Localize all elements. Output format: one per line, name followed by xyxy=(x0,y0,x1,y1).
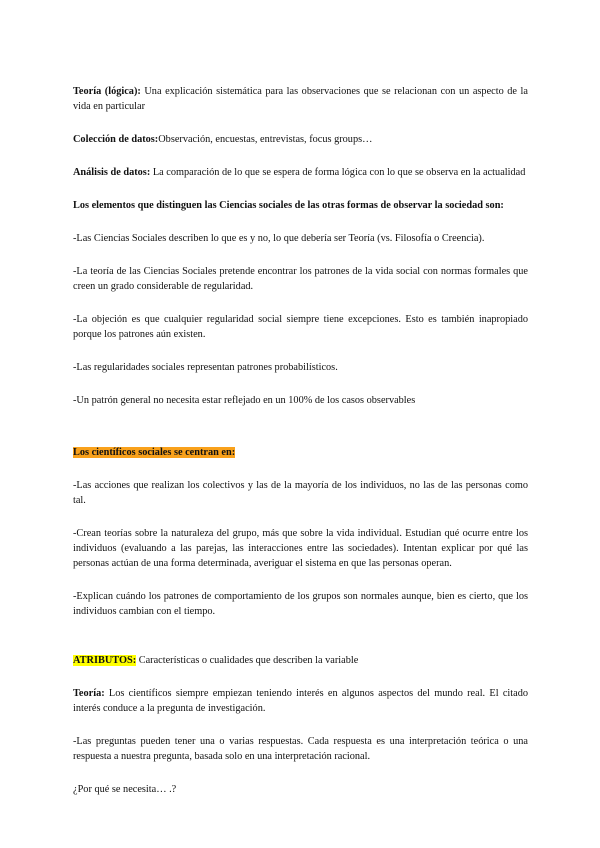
definition-term: Colección de datos: xyxy=(73,134,159,145)
list-item: -Las Ciencias Sociales describen lo que es y no, lo que debería ser Teoría (vs. Filosofía o Creencia). xyxy=(73,233,485,244)
list-item: -Un patrón general no necesita estar reflejado en un 100% de los casos observables xyxy=(73,395,416,406)
preguntas-paragraph: -Las preguntas pueden tener una o varias respuestas. Cada respuesta es una interpretación teórica o una respuesta a nuestra pregunta, basada solo en una interpretación racional. xyxy=(73,736,528,762)
atributos-paragraph xyxy=(73,653,528,668)
scientists-heading: Los científicos sociales se centran en: xyxy=(73,447,236,458)
teoria-term: Teoría: xyxy=(73,688,105,699)
list-item: -Las acciones que realizan los colectivos y las de la mayoría de los individuos, no las de las personas como tal. xyxy=(73,480,528,506)
teoria-paragraph xyxy=(73,686,528,716)
definition-text: Observación, encuestas, entrevistas, focus groups… xyxy=(158,134,373,145)
definition-analisis-datos xyxy=(73,165,528,180)
definition-text: Una explicación sistemática para las observaciones que se relacionan con un aspecto de la vida en particular xyxy=(73,86,528,112)
definition-teoria-logica xyxy=(73,84,528,114)
definition-text: La comparación de lo que se espera de forma lógica con lo que se observa en la actualidad xyxy=(150,167,526,178)
atributos-text: Características o cualidades que describen la variable xyxy=(136,655,359,666)
definition-coleccion-datos xyxy=(73,132,528,147)
closing-question: ¿Por qué se necesita… .? xyxy=(73,784,177,795)
list-item: -Las regularidades sociales representan patrones probabilísticos. xyxy=(73,362,338,373)
definition-term: Teoría (lógica): xyxy=(73,86,141,97)
list-item: -La teoría de las Ciencias Sociales pretende encontrar los patrones de la vida social con normas formales que creen un grado considerable de regularidad. xyxy=(73,266,528,292)
list-item: -La objeción es que cualquier regularidad social siempre tiene excepciones. Esto es también inapropiado porque los patrones aún existen. xyxy=(73,314,528,340)
elements-heading: Los elementos que distinguen las Ciencias sociales de las otras formas de observar la sociedad son: xyxy=(73,200,504,211)
list-item: -Explican cuándo los patrones de comportamiento de los grupos son normales aunque, bien es cierto, que los individuos cambian con el tiempo. xyxy=(73,591,528,617)
atributos-label: ATRIBUTOS: xyxy=(73,655,137,666)
teoria-text: Los científicos siempre empiezan teniendo interés en algunos aspectos del mundo real. El citado interés conduce a la pregunta de investigación. xyxy=(73,688,528,714)
list-item: -Crean teorías sobre la naturaleza del grupo, más que sobre la vida individual. Estudian qué ocurre entre los individuos (evaluando a las parejas, las interacciones entre las sociedades). Intentan explicar por qué las personas actúan de una forma determinada, averiguar el sistema en que las personas operan. xyxy=(73,528,528,569)
definition-term: Análisis de datos: xyxy=(73,167,151,178)
